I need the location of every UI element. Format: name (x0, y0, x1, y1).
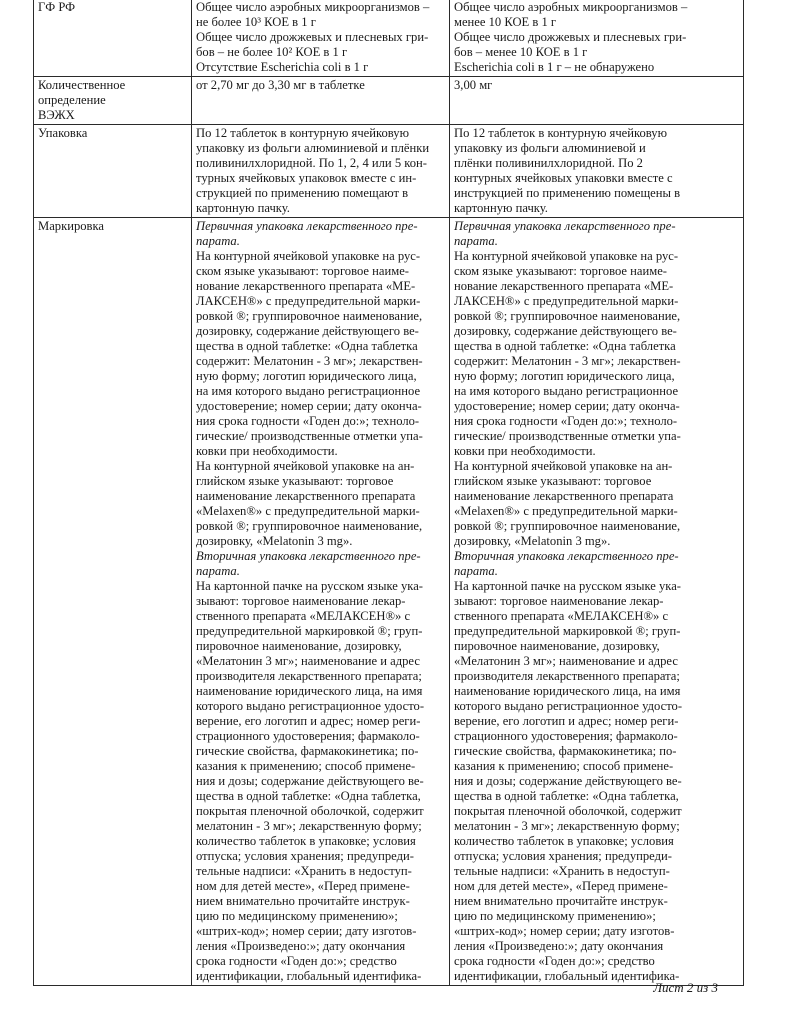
requirement-line: наименование лекарственного препарата (196, 489, 416, 503)
requirement-line: гические свойства, фармакокинетика; по- (196, 744, 419, 758)
row-name: Количественное (38, 78, 126, 92)
result-line: контурных ячейковых упаковки вместе с (454, 171, 673, 185)
requirement-line: покрытая пленочной оболочкой, содержит (196, 804, 424, 818)
result-line: верение, его логотип и адрес; номер реги- (454, 714, 679, 728)
row-name: ГФ РФ (38, 0, 76, 14)
result-cell (450, 125, 744, 218)
result-line: удостоверение; номер серии; дату оконча- (454, 399, 680, 413)
requirement-line: не более 10³ КОЕ в 1 г (196, 15, 316, 29)
requirement-line: гические/ производственные отметки упа- (196, 429, 423, 443)
result-cell (450, 77, 744, 125)
requirement-line: мелатонин - 3 мг»; лекарственную форму; (196, 819, 422, 833)
result-line: щества в одной таблетке: «Одна таблетка, (454, 789, 679, 803)
result-line: пировочное наименование, дозировку, (454, 639, 660, 653)
result-line: глийском языке указывают: торговое (454, 474, 652, 488)
result-line: Escherichia coli в 1 г – не обнаружено (454, 60, 655, 74)
row-labeling (34, 218, 744, 986)
requirement-line: «Мелатонин 3 мг»; наименование и адрес (196, 654, 420, 668)
requirement-line: ковки при необходимости. (196, 444, 338, 458)
result-line: дозировку, «Melatonin 3 mg». (454, 534, 611, 548)
specification-table (33, 0, 744, 986)
row-packaging (34, 125, 744, 218)
result-line: «Мелатонин 3 мг»; наименование и адрес (454, 654, 678, 668)
requirement-line: Вторичная упаковка лекарственного пре- (196, 549, 421, 563)
result-line: на имя которого выдано регистрационное (454, 384, 679, 398)
result-line: ЛАКСЕН®» с предупредительной марки- (454, 294, 679, 308)
row-name: Упаковка (38, 126, 88, 140)
requirement-line: на имя которого выдано регистрационное (196, 384, 421, 398)
result-line: ковки при необходимости. (454, 444, 596, 458)
result-line: щества в одной таблетке: «Одна таблетка (454, 339, 676, 353)
result-line: ния и дозы; содержание действующего ве- (454, 774, 682, 788)
result-line: ном для детей месте», «Перед примене- (454, 879, 668, 893)
result-cell (450, 0, 744, 77)
requirement-line: срока годности «Годен до:»; средство (196, 954, 397, 968)
result-line: ления «Произведено:»; дату окончания (454, 939, 664, 953)
result-line: зывают: торговое наименование лекар- (454, 594, 664, 608)
result-line: нием внимательно прочитайте инструк- (454, 894, 668, 908)
requirement-line: нование лекарственного препарата «МЕ- (196, 279, 416, 293)
page-number: Лист 2 из 3 (653, 980, 718, 995)
requirement-line: ную форму; логотип юридического лица, (196, 369, 417, 383)
requirement-line: верение, его логотип и адрес; номер реги- (196, 714, 421, 728)
result-line: срока годности «Годен до:»; средство (454, 954, 655, 968)
result-line: содержит: Мелатонин - 3 мг»; лекарствен- (454, 354, 681, 368)
result-line: 3,00 мг (454, 78, 493, 92)
requirement-line: ния срока годности «Годен до:»; техноло- (196, 414, 420, 428)
result-line: идентификации, глобальный идентифика- (454, 969, 680, 983)
result-line: «Melaxen®» с предупредительной марки- (454, 504, 678, 518)
requirement-cell (192, 77, 450, 125)
result-line: плёнки поливинилхлоридной. По 2 (454, 156, 643, 170)
result-line: нование лекарственного препарата «МЕ- (454, 279, 674, 293)
result-line: На контурной ячейковой упаковке на рус- (454, 249, 679, 263)
requirement-line: Общее число аэробных микроорганизмов – (196, 0, 430, 14)
requirement-line: ЛАКСЕН®» с предупредительной марки- (196, 294, 421, 308)
result-line: менее 10 КОЕ в 1 г (454, 15, 557, 29)
requirement-line: от 2,70 мг до 3,30 мг в таблетке (196, 78, 365, 92)
result-line: страционного удостоверения; фармаколо- (454, 729, 678, 743)
result-line: которого выдано регистрационное удосто- (454, 699, 683, 713)
result-line: гические/ производственные отметки упа- (454, 429, 681, 443)
result-line: По 12 таблеток в контурную ячейковую (454, 126, 667, 140)
row-name-cell (34, 218, 192, 986)
result-cell (450, 218, 744, 986)
result-line: парата. (454, 234, 498, 248)
requirement-line: цию по медицинскому применению»; (196, 909, 398, 923)
requirement-line: поливинилхлоридной. По 1, 2, 4 или 5 кон- (196, 156, 427, 170)
requirement-line: струкцией по применению помещают в (196, 186, 409, 200)
requirement-line: ском языке указывают: торговое наиме- (196, 264, 409, 278)
requirement-line: картонную пачку. (196, 201, 290, 215)
row-name-cell (34, 0, 192, 77)
requirement-line: ния и дозы; содержание действующего ве- (196, 774, 424, 788)
result-line: покрытая пленочной оболочкой, содержит (454, 804, 682, 818)
result-line: мелатонин - 3 мг»; лекарственную форму; (454, 819, 680, 833)
result-line: дозировку, содержание действующего ве- (454, 324, 677, 338)
result-line: инструкцией по применению помещены в (454, 186, 681, 200)
result-line: парата. (454, 564, 498, 578)
requirement-cell (192, 0, 450, 77)
requirement-line: ровкой ®; группировочное наименование, (196, 309, 423, 323)
requirement-line: «штрих-код»; номер серии; дату изготов- (196, 924, 417, 938)
row-name: Маркировка (38, 219, 105, 233)
result-line: ском языке указывают: торговое наиме- (454, 264, 667, 278)
result-line: количество таблеток в упаковке; условия (454, 834, 674, 848)
result-line: картонную пачку. (454, 201, 548, 215)
result-line: упаковку из фольги алюминиевой и (454, 141, 646, 155)
requirement-line: дозировку, содержание действующего ве- (196, 324, 419, 338)
result-line: Вторичная упаковка лекарственного пре- (454, 549, 679, 563)
requirement-line: зывают: торговое наименование лекар- (196, 594, 406, 608)
result-line: ния срока годности «Годен до:»; техноло- (454, 414, 678, 428)
requirement-line: Общее число дрожжевых и плесневых гри- (196, 30, 429, 44)
row-assay (34, 77, 744, 125)
requirement-line: предупредительной маркировкой ®; груп- (196, 624, 423, 638)
result-line: Общее число дрожжевых и плесневых гри- (454, 30, 687, 44)
requirement-line: ления «Произведено:»; дату окончания (196, 939, 406, 953)
requirement-line: парата. (196, 234, 240, 248)
requirement-line: На картонной пачке на русском языке ука- (196, 579, 423, 593)
row-name-cell (34, 77, 192, 125)
result-line: казания к применению; способ примене- (454, 759, 674, 773)
result-line: предупредительной маркировкой ®; груп- (454, 624, 681, 638)
requirement-line: ровкой ®; группировочное наименование, (196, 519, 423, 533)
requirement-line: производителя лекарственного препарата; (196, 669, 422, 683)
result-line: На картонной пачке на русском языке ука- (454, 579, 681, 593)
row-name: ВЭЖХ (38, 108, 75, 122)
result-line: ную форму; логотип юридического лица, (454, 369, 675, 383)
requirement-line: отпуска; условия хранения; предупреди- (196, 849, 414, 863)
requirement-line: пировочное наименование, дозировку, (196, 639, 402, 653)
requirement-cell (192, 218, 450, 986)
result-line: отпуска; условия хранения; предупреди- (454, 849, 672, 863)
result-line: ровкой ®; группировочное наименование, (454, 519, 681, 533)
result-line: Первичная упаковка лекарственного пре- (454, 219, 676, 233)
requirement-line: страционного удостоверения; фармаколо- (196, 729, 420, 743)
requirement-line: содержит: Мелатонин - 3 мг»; лекарствен- (196, 354, 423, 368)
result-line: Общее число аэробных микроорганизмов – (454, 0, 688, 14)
requirement-line: тельные надписи: «Хранить в недоступ- (196, 864, 412, 878)
requirement-line: парата. (196, 564, 240, 578)
requirement-line: «Melaxen®» с предупредительной марки- (196, 504, 420, 518)
result-line: наименование лекарственного препарата (454, 489, 674, 503)
requirement-line: количество таблеток в упаковке; условия (196, 834, 416, 848)
requirement-line: идентификации, глобальный идентифика- (196, 969, 422, 983)
result-line: ровкой ®; группировочное наименование, (454, 309, 681, 323)
result-line: производителя лекарственного препарата; (454, 669, 680, 683)
row-name-cell (34, 125, 192, 218)
requirement-line: ственного препарата «МЕЛАКСЕН®» с (196, 609, 411, 623)
requirement-line: казания к применению; способ примене- (196, 759, 416, 773)
requirement-line: нием внимательно прочитайте инструк- (196, 894, 410, 908)
result-line: наименование юридического лица, на имя (454, 684, 681, 698)
requirement-line: щества в одной таблетке: «Одна таблетка, (196, 789, 421, 803)
requirement-line: глийском языке указывают: торговое (196, 474, 394, 488)
requirement-line: На контурной ячейковой упаковке на ан- (196, 459, 415, 473)
row-name: определение (38, 93, 106, 107)
result-line: бов – менее 10 КОЕ в 1 г (454, 45, 588, 59)
requirement-line: щества в одной таблетке: «Одна таблетка (196, 339, 418, 353)
requirement-line: удостоверение; номер серии; дату оконча- (196, 399, 422, 413)
requirement-line: которого выдано регистрационное удосто- (196, 699, 425, 713)
result-line: ственного препарата «МЕЛАКСЕН®» с (454, 609, 669, 623)
requirement-line: упаковку из фольги алюминиевой и плёнки (196, 141, 430, 155)
requirement-cell (192, 125, 450, 218)
requirement-line: По 12 таблеток в контурную ячейковую (196, 126, 409, 140)
requirement-line: турных ячейковых упаковок вместе с ин- (196, 171, 417, 185)
result-line: тельные надписи: «Хранить в недоступ- (454, 864, 670, 878)
result-line: гические свойства, фармакокинетика; по- (454, 744, 677, 758)
requirement-line: Первичная упаковка лекарственного пре- (196, 219, 418, 233)
result-line: цию по медицинскому применению»; (454, 909, 656, 923)
requirement-line: бов – не более 10² КОЕ в 1 г (196, 45, 348, 59)
requirement-line: дозировку, «Melatonin 3 mg». (196, 534, 353, 548)
result-line: «штрих-код»; номер серии; дату изготов- (454, 924, 675, 938)
requirement-line: ном для детей месте», «Перед примене- (196, 879, 410, 893)
row-gf-rf (34, 0, 744, 77)
requirement-line: Отсутствие Escherichia coli в 1 г (196, 60, 369, 74)
requirement-line: На контурной ячейковой упаковке на рус- (196, 249, 421, 263)
result-line: На контурной ячейковой упаковке на ан- (454, 459, 673, 473)
requirement-line: наименование юридического лица, на имя (196, 684, 423, 698)
